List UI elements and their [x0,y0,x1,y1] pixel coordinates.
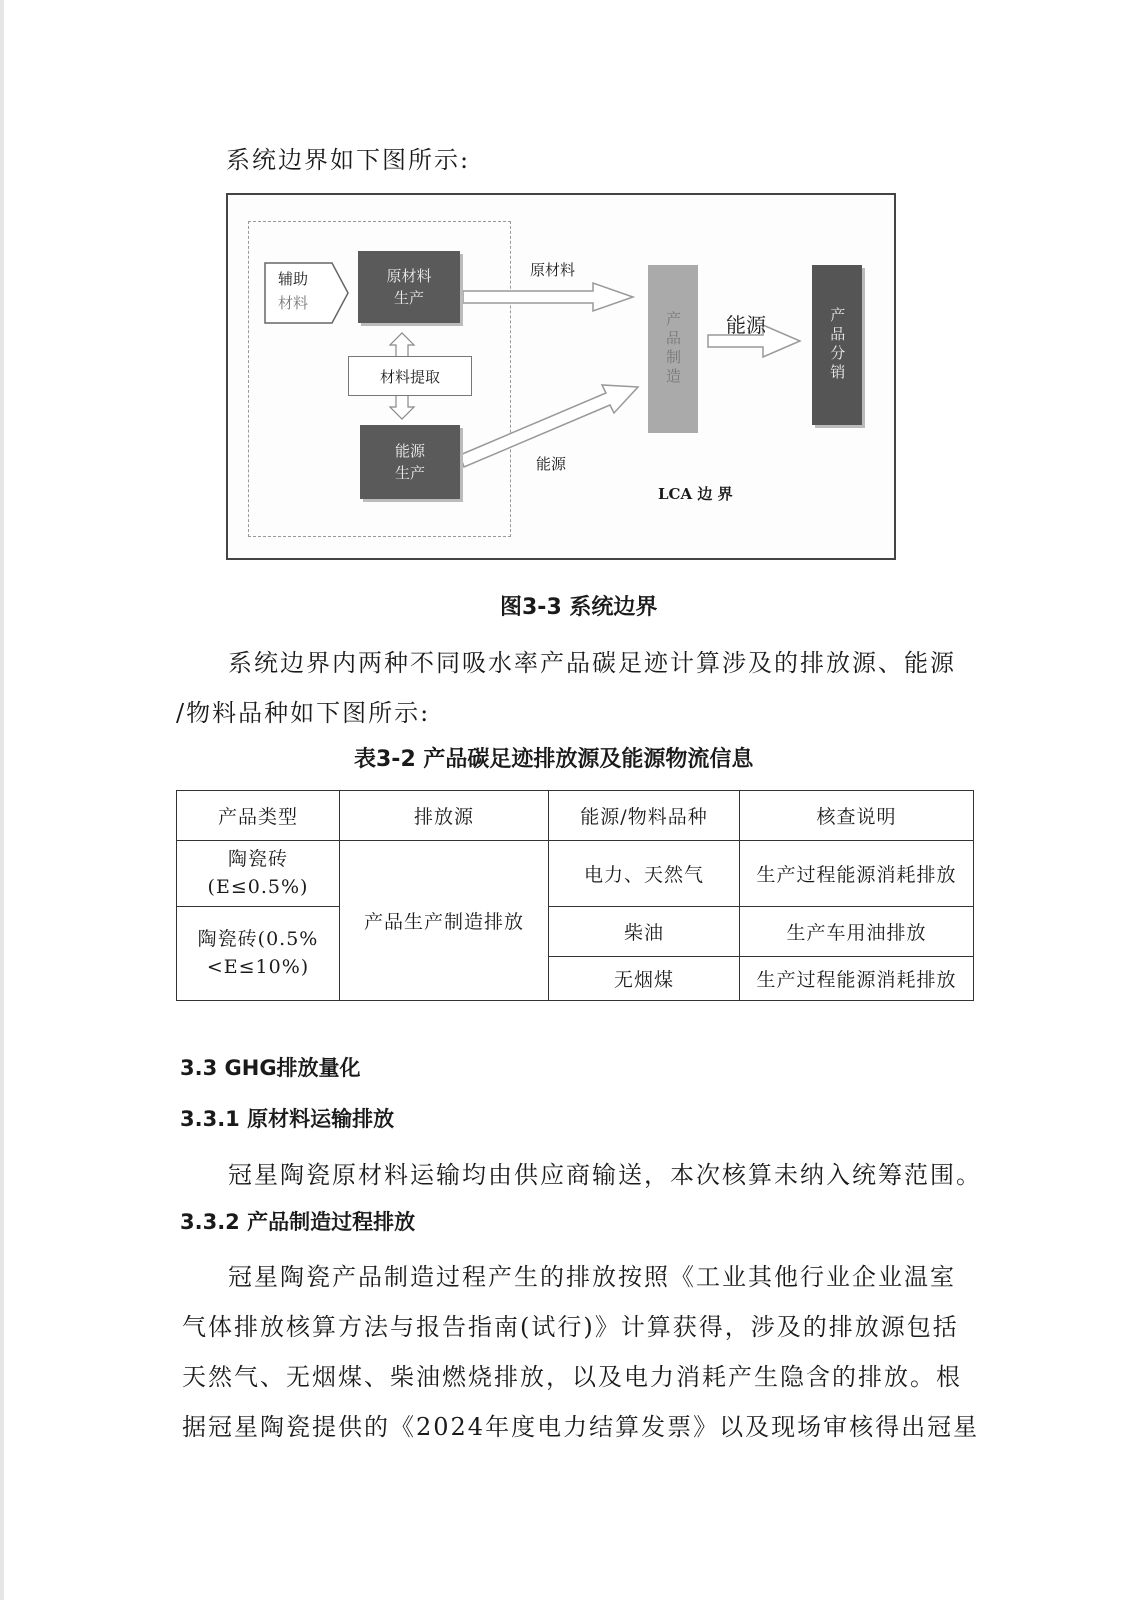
paragraph-3-line-2: 气体排放核算方法与报告指南(试行)》计算获得，涉及的排放源包括 [182,1313,959,1341]
lca-boundary-label: LCA 边 界 [658,485,733,503]
scan-edge [0,0,4,1600]
aux-material-label: 辅助 材料 [278,270,309,312]
intro-text: 系统边界如下图所示: [226,146,471,174]
product-distribution-box: 产品分销 [812,265,862,425]
table-row [177,841,974,907]
note-cell: 生产过程能源消耗排放 [740,841,974,907]
system-boundary-diagram [226,193,896,560]
note-cell: 生产车用油排放 [740,907,974,957]
table-row [177,907,974,957]
energy-right-label: 能源 [726,313,766,337]
section-3-3-1-heading: 3.3.1 原材料运输排放 [180,1107,395,1131]
energy-cell: 电力、天然气 [549,841,740,907]
figure-caption: 图3-3 系统边界 [500,595,658,620]
material-extraction-box: 材料提取 [348,356,472,396]
energy-cell: 无烟煤 [549,957,740,1001]
energy-flow-label: 能源 [536,455,567,473]
paragraph-3-line-4: 据冠星陶瓷提供的《2024年度电力结算发票》以及现场审核得出冠星 [182,1413,980,1441]
emission-source-table [176,790,974,1001]
table-header-row [177,791,974,841]
energy-cell: 柴油 [549,907,740,957]
arrow-extraction-down [390,395,414,419]
note-cell: 生产过程能源消耗排放 [740,957,974,1001]
section-3-3-heading: 3.3 GHG排放量化 [180,1056,361,1080]
product-type-cell-1: 陶瓷砖 (E≤0.5%) [177,841,340,907]
energy-production-box: 能源 生产 [360,425,460,499]
table-caption: 表3-2 产品碳足迹排放源及能源物流信息 [354,747,754,772]
arrow-extraction-up [390,333,414,357]
diagram-arrows [228,195,898,562]
header-energy-material: 能源/物料品种 [549,791,740,841]
paragraph-1-line-2: /物料品种如下图所示: [176,699,431,727]
paragraph-3-line-3: 天然气、无烟煤、柴油燃烧排放，以及电力消耗产生隐含的排放。根 [182,1363,962,1391]
product-manufacturing-box: 产品制造 [648,265,698,433]
paragraph-2: 冠星陶瓷原材料运输均由供应商输送，本次核算未纳入统筹范围。 [228,1161,982,1189]
header-verification-note: 核查说明 [740,791,974,841]
header-product-type: 产品类型 [177,791,340,841]
raw-material-production-box: 原材料 生产 [358,251,460,323]
paragraph-1-line-1: 系统边界内两种不同吸水率产品碳足迹计算涉及的排放源、能源 [228,649,956,677]
paragraph-3-line-1: 冠星陶瓷产品制造过程产生的排放按照《工业其他行业企业温室 [228,1263,956,1291]
header-emission-source: 排放源 [340,791,549,841]
arrow-raw-to-manufacturing [463,283,633,311]
section-3-3-2-heading: 3.3.2 产品制造过程排放 [180,1210,416,1234]
raw-material-flow-label: 原材料 [530,261,576,279]
emission-source-cell: 产品生产制造排放 [340,841,549,1001]
product-type-cell-2: 陶瓷砖(0.5% <E≤10%) [177,907,340,1001]
